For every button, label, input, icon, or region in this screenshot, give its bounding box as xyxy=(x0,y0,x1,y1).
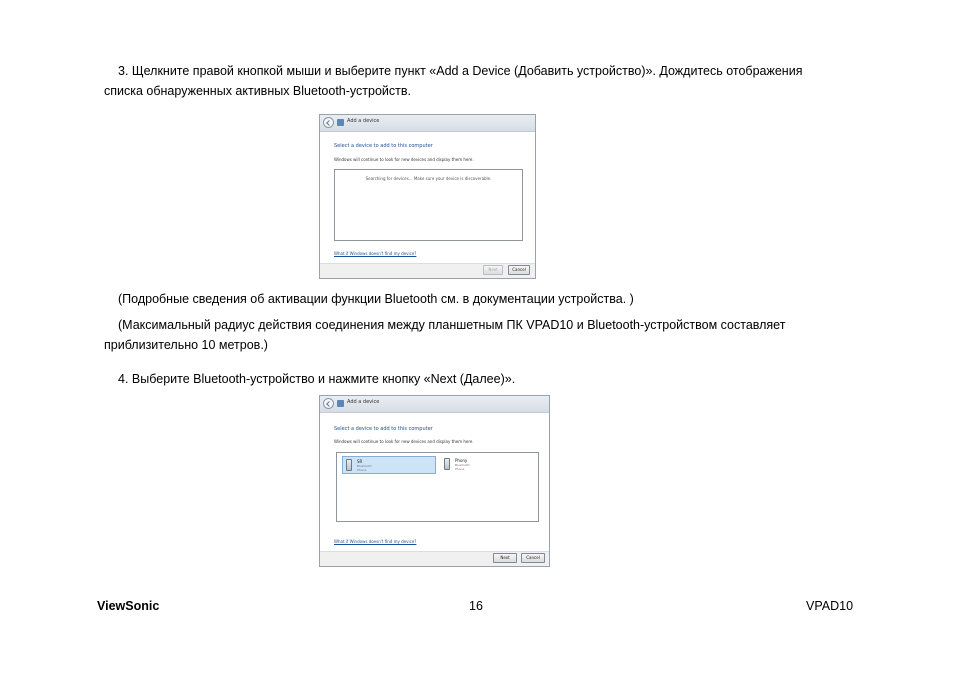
device-name: Phony xyxy=(455,458,468,463)
add-device-wizard-icon xyxy=(337,119,344,126)
dialog-description: Windows will continue to look for new devices and display them here. xyxy=(334,439,474,444)
next-button[interactable]: Next xyxy=(493,553,517,563)
device-type: Bluetooth xyxy=(357,464,372,468)
device-category: Phone xyxy=(357,468,367,472)
dialog-heading: Select a device to add to this computer xyxy=(334,143,433,149)
dialog-description: Windows will continue to look for new devices and display them here. xyxy=(334,157,474,162)
note-range-paragraph xyxy=(104,315,864,355)
dialog-title: Add a device xyxy=(347,118,380,124)
step3-line1: 3. Щелкните правой кнопкой мыши и выберите пункт «Add a Device (Добавить устройство)». Дождитесь отображения xyxy=(118,64,803,78)
next-button[interactable]: Next xyxy=(483,265,503,275)
device-name: SR xyxy=(357,459,363,464)
dialog-footer xyxy=(320,551,549,566)
device-list[interactable] xyxy=(336,452,539,522)
device-item-sr[interactable] xyxy=(342,456,436,474)
step4-paragraph xyxy=(104,369,864,389)
device-list[interactable] xyxy=(334,169,523,241)
add-device-wizard-icon xyxy=(337,400,344,407)
cancel-button[interactable]: Cancel xyxy=(508,265,530,275)
step4-text: 4. Выберите Bluetooth-устройство и нажмите кнопку «Next (Далее)». xyxy=(118,372,516,386)
searching-status: Searching for devices... Make sure your device is discoverable. xyxy=(365,176,492,181)
phone-icon xyxy=(444,458,450,470)
device-type: Bluetooth xyxy=(455,463,470,467)
help-link[interactable]: What if Windows doesn't find my device? xyxy=(334,251,417,256)
cancel-button[interactable]: Cancel xyxy=(521,553,545,563)
back-arrow-icon[interactable] xyxy=(323,398,334,409)
note-range-line2: приблизительно 10 метров.) xyxy=(104,338,268,352)
footer-model: VPAD10 xyxy=(806,599,854,613)
device-item-phony[interactable] xyxy=(441,456,531,474)
dialog-heading: Select a device to add to this computer xyxy=(334,426,433,432)
back-arrow-icon[interactable] xyxy=(323,117,334,128)
footer-brand: ViewSonic xyxy=(97,599,160,613)
note-range-line1: (Максимальный радиус действия соединения между планшетным ПК VPAD10 и Bluetooth-устройством составляет xyxy=(118,318,786,332)
phone-icon xyxy=(346,459,352,471)
step3-paragraph xyxy=(104,61,864,101)
add-device-dialog-devices xyxy=(319,395,550,567)
dialog-title: Add a device xyxy=(347,399,380,405)
dialog-titlebar xyxy=(320,115,535,132)
dialog-titlebar xyxy=(320,396,549,413)
page-number: 16 xyxy=(469,599,483,613)
add-device-dialog-searching xyxy=(319,114,536,279)
device-category: Phone xyxy=(455,467,465,471)
step3-line2: списка обнаруженных активных Bluetooth-устройств. xyxy=(104,84,411,98)
note-bluetooth-activation: (Подробные сведения об активации функции Bluetooth см. в документации устройства. ) xyxy=(118,292,634,306)
help-link[interactable]: What if Windows doesn't find my device? xyxy=(334,539,417,544)
dialog-footer xyxy=(320,263,535,278)
